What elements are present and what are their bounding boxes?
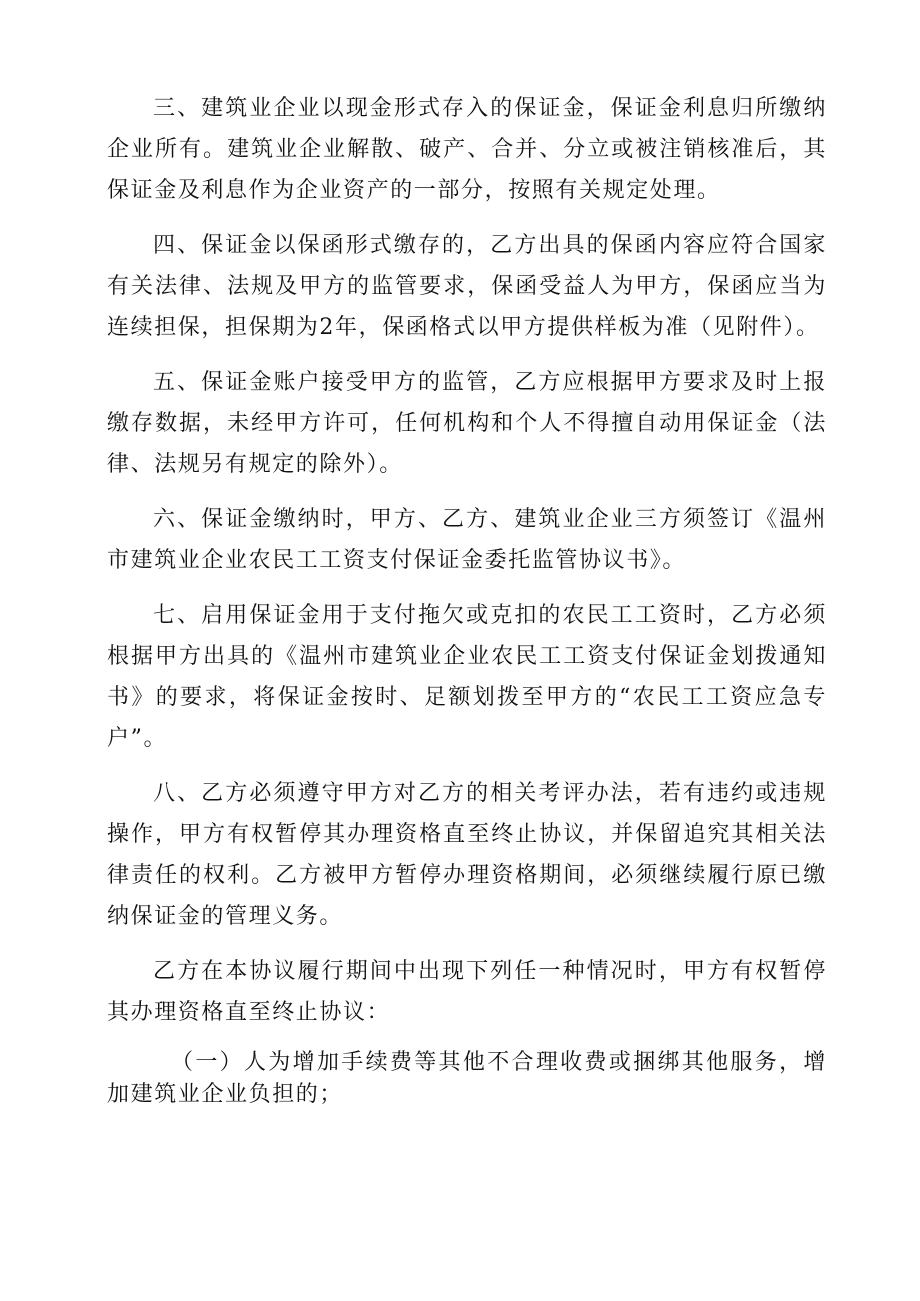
clause-5-paragraph: 五、保证金账户接受甲方的监管，乙方应根据甲方要求及时上报缴存数据，未经甲方许可，任何机构和个人不得擅自动用保证金（法律、法规另有规定的除外）。 bbox=[107, 370, 827, 477]
condition-1-paragraph: （一）人为增加手续费等其他不合理收费或捆绑其他服务，增加建筑业企业负担的； bbox=[107, 1050, 827, 1107]
clause-4-paragraph: 四、保证金以保函形式缴存的，乙方出具的保函内容应符合国家有关法律、法规及甲方的监管要求，保函受益人为甲方，保函应当为连续担保，担保期为2年，保函格式以甲方提供样板为准（见附件）。 bbox=[107, 233, 827, 340]
document-body bbox=[107, 88, 827, 1125]
clause-3-paragraph: 三、建筑业企业以现金形式存入的保证金，保证金利息归所缴纳企业所有。建筑业企业解散、破产、合并、分立或被注销核准后，其保证金及利息作为企业资产的一部分，按照有关规定处理。 bbox=[107, 96, 827, 203]
clause-6-paragraph: 六、保证金缴纳时，甲方、乙方、建筑业企业三方须签订《温州市建筑业企业农民工工资支付保证金委托监管协议书》。 bbox=[107, 507, 827, 573]
clause-8-paragraph: 八、乙方必须遵守甲方对乙方的相关考评办法，若有违约或违规操作，甲方有权暂停其办理资格直至终止协议，并保留追究其相关法律责任的权利。乙方被甲方暂停办理资格期间，必须继续履行原已缴纳保证金的管理义务。 bbox=[107, 781, 827, 929]
clause-7-paragraph: 七、启用保证金用于支付拖欠或克扣的农民工工资时，乙方必须根据甲方出具的《温州市建筑业企业农民工工资支付保证金划拨通知书》的要求，将保证金按时、足额划拨至甲方的“农民工工资应急专户”。 bbox=[107, 603, 827, 751]
suspension-conditions-paragraph: 乙方在本协议履行期间中出现下列任一种情况时，甲方有权暂停其办理资格直至终止协议： bbox=[107, 959, 827, 1025]
